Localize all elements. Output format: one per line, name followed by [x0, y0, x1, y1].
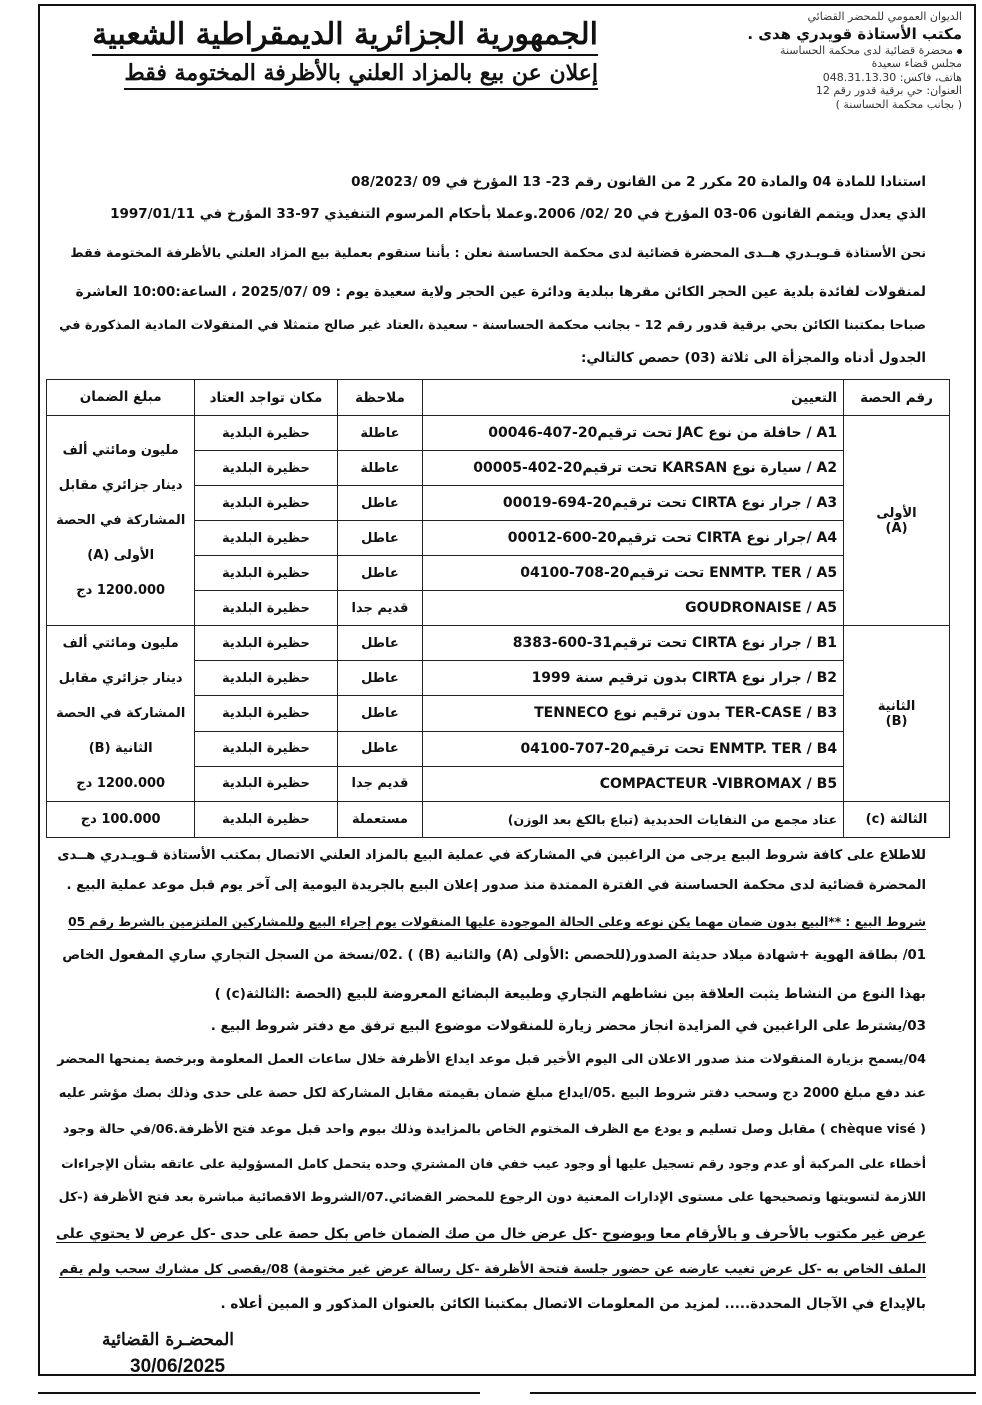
item-desc: A3 / جرار نوع CIRTA تحت ترقيم20-694-00019 [423, 486, 844, 521]
item-desc: عتاد مجمع من النفايات الحديدية (تباع بالكغ بعد الوزن) [423, 802, 844, 838]
item-location: حظيرة البلدية [195, 556, 337, 591]
divider-left [38, 1392, 480, 1394]
conditions-line-9: ( chèque visé ) مقابل وصل تسليم و يودع مع الظرف المختوم الخاص بالمزايدة وذلك بيوم واحد قبل موعد فتح الأظرفة.06/في حالة وجود [62, 1122, 926, 1137]
item-location: حظيرة البلدية [195, 521, 337, 556]
conditions-line-13: الملف الخاص به -كل عرض تغيب عارضه عن حضور جلسة فتحة الأظرفة -كل رسالة عرض غير مختومة) 08/يقصى كل مشارك سحب ولم يقم [59, 1262, 926, 1277]
item-note: قديم جدا [337, 766, 423, 801]
item-desc: A1 / حافلة من نوع JAC تحت ترقيم20-407-00046 [423, 416, 844, 451]
intro-line-1: استنادا للمادة 04 والمادة 20 مكرر 2 من القانون رقم 23- 13 المؤرخ في 09 /08/2023 [351, 174, 926, 190]
col-note: ملاحظة [337, 380, 423, 416]
signature-title: المحضـرة القضائية [102, 1330, 235, 1350]
item-desc: B1 / جرار نوع CIRTA تحت ترقيم31-600-8383 [423, 626, 844, 661]
office-line-4: مجلس قضاء سعيدة [871, 57, 962, 70]
item-desc: B2 / جرار نوع CIRTA بدون ترقيم سنة 1999 [423, 661, 844, 696]
col-guarantee: مبلغ الضمان [47, 380, 195, 416]
item-note: عاطل [337, 661, 423, 696]
item-location: حظيرة البلدية [195, 416, 337, 451]
item-note: عاطلة [337, 416, 423, 451]
item-location: حظيرة البلدية [195, 451, 337, 486]
item-note: مستعملة [337, 802, 423, 838]
office-line-3: محضرة قضائية لدى محكمة الحساسنة [682, 44, 962, 58]
lot-c-label: الثالثة (c) [844, 802, 950, 838]
item-note: عاطل [337, 486, 423, 521]
item-location: حظيرة البلدية [195, 802, 337, 838]
conditions-line-6: 03/يشترط على الراغبين في المزايدة انجاز محضر زيارة للمنقولات موضوع البيع ترفق مع دفتر شروط البيع . [210, 1018, 926, 1034]
item-note: عاطل [337, 696, 423, 731]
office-info [682, 10, 962, 111]
item-location: حظيرة البلدية [195, 591, 337, 626]
item-note: عاطل [337, 731, 423, 766]
col-description: التعيين [423, 380, 844, 416]
intro-line-5: صباحا بمكتبنا الكائن بحي برقية قدور رقم 12 - بجانب محكمة الحساسنة - سعيدة ،العتاد غير صالح متمثلا في المنقولات المادية المذكورة في [59, 318, 926, 333]
office-address: العنوان: حي برقية قدور رقم 12 [815, 84, 962, 97]
lot-b-amount: مليون ومائتي ألف دينار جزائري مقابل المشاركة في الحصة الثانية (B) 1200.000 دج [47, 626, 195, 802]
item-desc: COMPACTEUR -VIBROMAX / B5 [423, 766, 844, 801]
intro-line-3: نحن الأستاذة قـويـدري هــدى المحضرة قضائية لدى محكمة الحساسنة نعلن : بأننا سنقوم بعملية بيع المزاد العلني بالأظرفة المختومة فقط [70, 246, 926, 261]
office-name: مكتب الأستاذة قويدري هدى . [747, 24, 962, 43]
item-note: عاطل [337, 521, 423, 556]
lot-a-label: الأولى (A) [844, 416, 950, 626]
item-desc: A2 / سيارة نوع KARSAN تحت ترقيم20-402-00005 [423, 451, 844, 486]
lots-table [46, 379, 950, 838]
intro-line-4: لمنقولات لفائدة بلدية عين الحجر الكائن مقرها ببلدية ودائرة عين الحجر ولاية سعيدة يوم : 09 /2025/07 ، الساعة:10:00 العاشرة [75, 284, 926, 300]
intro-line-6: الجدول أدناه والمجزأة الى ثلاثة (03) حصص كالتالي: [581, 350, 926, 366]
item-desc: ENMTP. TER / A5 تحت ترقيم20-708-04100 [423, 556, 844, 591]
item-note: عاطلة [337, 451, 423, 486]
intro-line-2: الذي يعدل ويتمم القانون 06-03 المؤرخ في 20 /02/ 2006.وعملا بأحكام المرسوم التنفيذي 97-33 المؤرخ في 1997/01/11 [110, 206, 926, 222]
item-desc: GOUDRONAISE / A5 [423, 591, 844, 626]
lot-c-amount: 100.000 دج [47, 802, 195, 838]
item-note: قديم جدا [337, 591, 423, 626]
col-location: مكان تواجد العتاد [195, 380, 337, 416]
item-desc: TER-CASE / B3 بدون ترقيم نوع TENNECO [423, 696, 844, 731]
lot-a-amount: مليون ومائتي ألف دينار جزائري مقابل المشاركة في الحصة الأولى (A) 1200.000 دج [47, 416, 195, 626]
conditions-line-14: بالإيداع في الآجال المحددة..... لمزيد من المعلومات الاتصال بمكتبنا الكائن بالعنوان المذكور و المبين أعلاه . [220, 1296, 926, 1312]
conditions-line-8: عند دفع مبلغ 2000 دج وسحب دفتر شروط البيع .05/ايداع مبلغ ضمان بقيمته مقابل المشاركة لكل حصة على حدى وذلك بصك مؤشر عليه [58, 1086, 926, 1101]
item-desc: ENMTP. TER / B4 تحت ترقيم20-707-04100 [423, 731, 844, 766]
office-phone: هاتف، فاكس: 048.31.13.30 [822, 70, 962, 84]
bullet-icon [957, 49, 962, 54]
conditions-line-4: 01/ بطاقة الهوية +شهادة ميلاد حديثة الصدور(للحصص :الأولى (A) والثانية (B) ) .02/نسخة من السجل التجاري ساري المفعول الخاص [62, 948, 926, 963]
item-desc: A4 /جرار نوع CIRTA تحت ترقيم20-600-00012 [423, 521, 844, 556]
item-note: عاطل [337, 556, 423, 591]
republic-title: الجمهورية الجزائرية الديمقراطية الشعبية [92, 16, 598, 56]
item-location: حظيرة البلدية [195, 661, 337, 696]
conditions-line-12: عرض غير مكتوب بالأحرف و بالأرقام معا وبوضوح -كل عرض خال من صك الضمان خاص بكل حصة على حدى -كل عرض لا يحتوي على [56, 1226, 926, 1242]
divider-right [530, 1392, 976, 1394]
table-row [47, 802, 950, 838]
conditions-line-5: بهذا النوع من النشاط يثبت العلاقة بين نشاطهم التجاري وطبيعة البضائع المعروضة للبيع (الحصة :الثالثة(c) ) [214, 986, 926, 1002]
conditions-line-3: شروط البيع : **البيع بدون ضمان مهما يكن نوعه وعلى الحالة الموجودة عليها المنقولات يوم إجراء البيع وللمشاركين الملتزمين بالشرط رقم 05 [68, 915, 926, 929]
office-line-1: الديوان العمومي للمحضر القضائي [807, 10, 962, 23]
table-row [47, 416, 950, 451]
item-location: حظيرة البلدية [195, 486, 337, 521]
conditions-line-10: أخطاء على المركبة أو عدم وجود رقم تسجيل عليها أو وجود عيب خفي فان المشتري وحده يتحمل كامل المسؤولية على عاتقه بشأن الإجراءات [61, 1156, 926, 1171]
lot-b-label: الثانية (B) [844, 626, 950, 802]
item-note: عاطل [337, 626, 423, 661]
item-location: حظيرة البلدية [195, 766, 337, 801]
table-row [47, 626, 950, 661]
item-location: حظيرة البلدية [195, 696, 337, 731]
conditions-line-11: اللازمة لتسويتها وتصحيحها على مستوى الإدارات المعنية دون الرجوع للمحضر القضائي.07/الشروط الاقصائية مباشرة بعد فتح الأظرفة (-كل [58, 1190, 926, 1205]
item-location: حظيرة البلدية [195, 626, 337, 661]
col-lot: رقم الحصة [844, 380, 950, 416]
conditions-line-1: للاطلاع على كافة شروط البيع يرجى من الراغبين في المشاركة في عملية البيع بالمزاد العلني الاتصال بمكتب الأستاذة قـويـدري هــدى [57, 848, 926, 863]
conditions-line-7: 04/يسمح بزيارة المنقولات منذ صدور الاعلان الى اليوم الأخير قبل موعد ايداع الأظرفة خلال ساعات العمل المعلومة وبرخصة يمنحها المحضر [57, 1052, 926, 1067]
table-header-row [47, 380, 950, 416]
office-address-note: ( بجانب محكمة الحساسنة ) [835, 97, 962, 111]
conditions-line-2: المحضرة قضائية لدى محكمة الحساسنة في الفترة الممتدة منذ صدور إعلان البيع بالجريدة اليومية إلى آخر يوم قبل موعد عملية البيع . [66, 878, 926, 893]
document-date: 30/06/2025 [130, 1356, 226, 1377]
item-location: حظيرة البلدية [195, 731, 337, 766]
announcement-title: إعلان عن بيع بالمزاد العلني بالأظرفة المختومة فقط [124, 58, 598, 90]
